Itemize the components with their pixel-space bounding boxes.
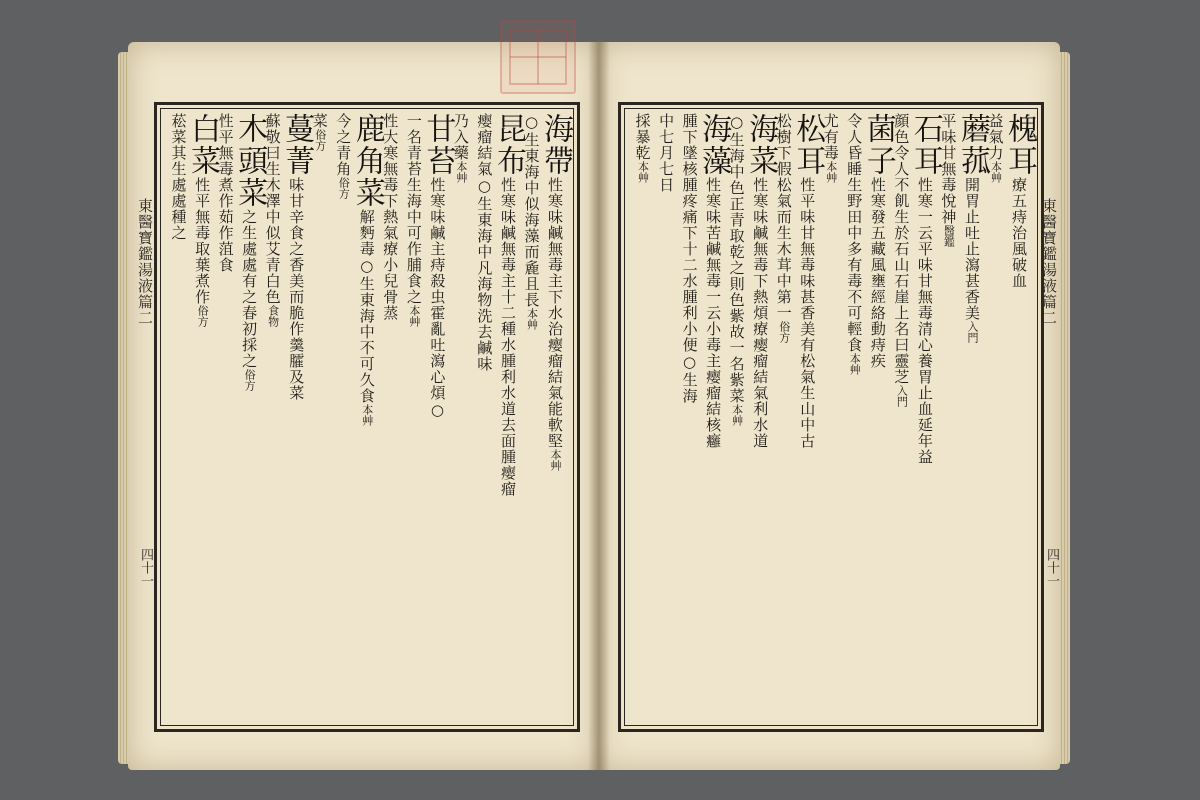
left-page-entry-text: 之生處處有之春初採之 <box>240 209 259 369</box>
right-page-source-note: 俗方 <box>777 321 791 343</box>
right-page-column <box>890 113 914 723</box>
right-page-entry-text: 性寒發五藏風壅經絡動痔疾 <box>868 177 887 369</box>
left-page-source-note: 本艸 <box>525 308 539 330</box>
left-page-entry-text: ○生東海中似海藻而麁且長 <box>522 113 541 308</box>
left-page-column <box>473 113 497 723</box>
left-page-entry-text: 性平無毒取葉煮作 <box>193 177 212 305</box>
left-page-entry-heading: 蔓菁 <box>279 113 315 177</box>
right-page-column <box>725 113 749 723</box>
left-page-entry-text: 今之青角 <box>334 113 353 177</box>
right-page-column <box>790 113 826 723</box>
left-page-column <box>167 113 191 723</box>
right-page-column <box>819 113 843 723</box>
left-page-source-note: 俗方 <box>313 129 327 151</box>
left-page-entry-text: 性寒味鹹無毒主十二種水腫利水道去面腫瘿瘤 <box>498 177 517 497</box>
left-page-entry-text: 性寒味鹹無毒主下水治瘿瘤結氣能軟堅 <box>546 177 564 449</box>
right-page-source-note: 本艸 <box>730 404 744 426</box>
left-page-entry-text: 菜 <box>310 113 329 129</box>
left-page-source-note: 俗方 <box>196 305 210 327</box>
left-page-entry-heading: 昆布 <box>490 113 526 177</box>
right-page-column <box>984 113 1008 723</box>
right-page-column <box>1002 113 1037 723</box>
left-page-column <box>520 113 544 723</box>
right-page-column <box>954 113 990 723</box>
left-page-column <box>402 113 426 723</box>
right-page-entry-text: ○生海中色正青取乾之則色紫故一名紫菜 <box>727 113 746 404</box>
left-page-entry-text: 乃入藥 <box>451 113 470 161</box>
left-page-column <box>308 113 332 723</box>
left-page-number: 四十一 <box>138 548 153 587</box>
left-page-entry-heading: 白菜 <box>185 113 221 177</box>
right-page-column <box>678 113 702 723</box>
right-page-column <box>743 113 779 723</box>
left-page-entry-text: 解麪毒○生東海中不可久食 <box>357 209 376 404</box>
right-page-entry-text: 益氣力 <box>986 113 1005 161</box>
right-page-column <box>655 113 679 723</box>
right-page-entry-text: 平味甘無毒悅神 <box>939 113 958 225</box>
book-gutter <box>588 42 610 770</box>
left-page-source-note: 本艸 <box>360 404 374 426</box>
left-page-entry-heading: 甘苔 <box>420 113 456 177</box>
left-page-entry-heading: 木頭菜 <box>232 113 268 209</box>
left-page-entry-text: 性平無毒煮作茹作菹食 <box>216 113 235 273</box>
right-page-source-note: 本艸 <box>848 353 862 375</box>
right-page-entry-heading: 槐耳 <box>1002 113 1037 177</box>
right-page-column <box>843 113 867 723</box>
right-page-entry-text: 腫下墜核腫疼痛下十二水腫利小便○生海 <box>680 113 699 404</box>
right-page-source-note: 本艸 <box>824 161 838 183</box>
right-page-entry-text: 採暴乾 <box>633 113 652 161</box>
right-page-entry-text: 性寒一云平味甘無毒清心養胃止血延年益 <box>915 177 934 465</box>
right-page-entry-heading: 蘑菰 <box>954 113 990 177</box>
right-page-entry-text: 尤有毒 <box>821 113 840 161</box>
left-page-column <box>332 113 356 723</box>
left-page-entry-text: 味甘辛食之香美而脆作羹臛及菜 <box>287 177 306 401</box>
left-page-entry-text: 性寒味鹹主痔殺虫霍亂吐瀉心煩○ <box>428 177 447 420</box>
right-page-entry-text: 顔色令人不飢生於石山石崖上名曰靈芝 <box>892 113 911 385</box>
right-page-column <box>696 113 732 723</box>
left-page-column <box>449 113 473 723</box>
left-page-column <box>232 113 268 723</box>
left-page-entry-text: 性大寒無毒下熱氣療小兒骨蒸 <box>381 113 400 321</box>
left-page-entry-text: 蘇敬曰生木澤中似艾青白色 <box>263 113 282 305</box>
right-page-source-note: 入門 <box>965 321 979 343</box>
right-page-source-note: 本艸 <box>636 161 650 183</box>
right-page-entry-text: 療五痔治風破血 <box>1010 177 1028 289</box>
right-page-column <box>772 113 796 723</box>
left-page-entry-heading: 海帶 <box>538 113 573 177</box>
left-page-column <box>490 113 526 723</box>
right-page-source-note: 醫鑑 <box>942 225 956 247</box>
right-page-entry-text: 令人昏睡生野田中多有毒不可輕食 <box>845 113 864 353</box>
right-page-entry-text: 開胃止吐止瀉甚香美 <box>962 177 981 321</box>
left-page-column <box>538 113 573 723</box>
left-page-column <box>214 113 238 723</box>
library-seal-stamp <box>500 20 576 94</box>
right-page-entry-text: 性寒味鹹無毒下熱煩療瘿瘤結氣利水道 <box>751 177 770 449</box>
right-page-entry-heading: 松耳 <box>790 113 826 177</box>
left-page-entry-text: 瘿瘤結氣○生東海中凡海物洗去鹹味 <box>475 113 494 372</box>
left-margin-title: 東醫寶鑑湯液篇二 <box>136 198 154 326</box>
left-page-source-note: 本艸 <box>454 161 468 183</box>
left-page-source-note: 俗方 <box>337 177 351 199</box>
open-book <box>118 38 1068 778</box>
left-page-entry-text: 一名青苔生海中可作脯食之 <box>404 113 423 305</box>
right-page-entry-text: 性寒味苦鹹無毒一云小毒主瘿瘤結核癰 <box>704 177 723 449</box>
left-page-source-note: 本艸 <box>407 305 421 327</box>
left-page-source-note: 食物 <box>266 305 280 327</box>
left-page-column <box>185 113 221 723</box>
left-page-source-note: 本艸 <box>549 449 562 471</box>
left-text-frame <box>154 102 580 732</box>
right-page-column <box>907 113 943 723</box>
right-page-entry-heading: 海菜 <box>743 113 779 177</box>
right-page-column <box>937 113 961 723</box>
right-page-entry-heading: 石耳 <box>907 113 943 177</box>
right-page-column <box>860 113 896 723</box>
right-page-source-note: 入門 <box>895 385 909 407</box>
left-page-entry-heading: 鹿角菜 <box>349 113 385 209</box>
right-page-entry-text: 中七月七日 <box>657 113 676 193</box>
right-margin-title: 東醫寶鑑湯液篇二 <box>1040 198 1058 326</box>
right-text-frame <box>618 102 1044 732</box>
left-page-column <box>349 113 385 723</box>
right-page-number: 四十一 <box>1044 548 1059 587</box>
right-page-column <box>631 113 655 723</box>
right-page-entry-heading: 菌子 <box>860 113 896 177</box>
left-page-source-note: 俗方 <box>243 369 257 391</box>
right-page-source-note: 本艸 <box>989 161 1003 183</box>
left-page-entry-text: 菘菜其生處處種之 <box>169 113 188 241</box>
left-page-column <box>420 113 456 723</box>
right-page-entry-text: 松樹下假松氣而生木茸中第一 <box>774 113 793 321</box>
right-page-entry-text: 性平味甘無毒味甚香美有松氣生山中古 <box>798 177 817 449</box>
left-page-column <box>279 113 315 723</box>
right-page-entry-heading: 海藻 <box>696 113 732 177</box>
